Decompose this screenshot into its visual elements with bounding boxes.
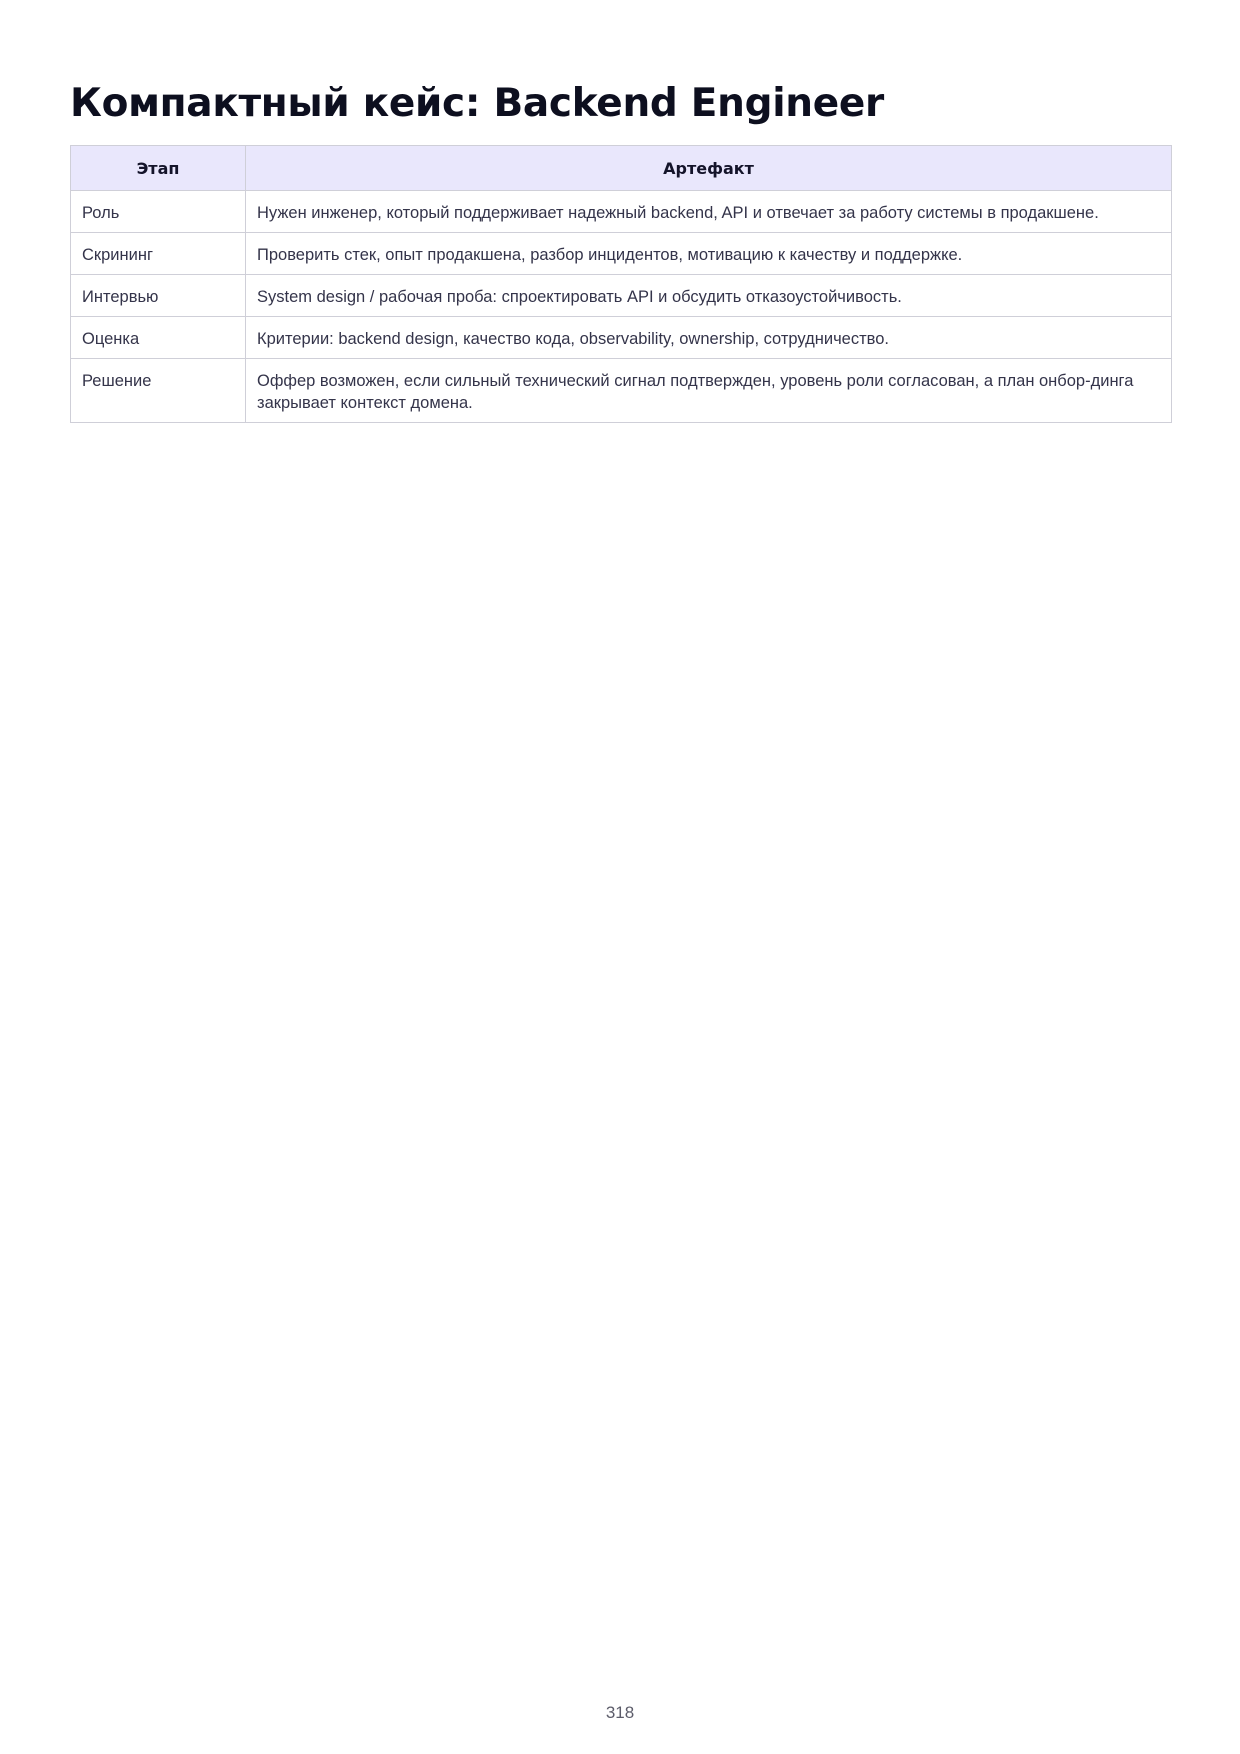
stage-cell: Скрининг [71, 233, 246, 275]
page-title: Компактный кейс: Backend Engineer [70, 81, 884, 126]
table-header-row [71, 146, 1172, 191]
stage-cell: Оценка [71, 317, 246, 359]
artifact-cell: Нужен инженер, который поддерживает надежный backend, API и отвечает за работу системы в продакшене. [246, 191, 1172, 233]
table-row [71, 317, 1172, 359]
stage-cell: Роль [71, 191, 246, 233]
table-row [71, 359, 1172, 423]
table-row [71, 275, 1172, 317]
case-table [70, 145, 1172, 423]
page-number: 318 [605, 1703, 635, 1722]
column-header-stage: Этап [71, 146, 246, 191]
column-header-artifact: Артефакт [246, 146, 1172, 191]
artifact-cell: Проверить стек, опыт продакшена, разбор инцидентов, мотивацию к качеству и поддержке. [246, 233, 1172, 275]
artifact-cell: Оффер возможен, если сильный технический сигнал подтвержден, уровень роли согласован, а план онбор-динга закрывает контекст домена. [246, 359, 1172, 423]
table-row [71, 191, 1172, 233]
stage-cell: Интервью [71, 275, 246, 317]
artifact-cell: System design / рабочая проба: спроектировать API и обсудить отказоустойчивость. [246, 275, 1172, 317]
table-row [71, 233, 1172, 275]
artifact-cell: Критерии: backend design, качество кода, observability, ownership, сотрудничество. [246, 317, 1172, 359]
stage-cell: Решение [71, 359, 246, 423]
